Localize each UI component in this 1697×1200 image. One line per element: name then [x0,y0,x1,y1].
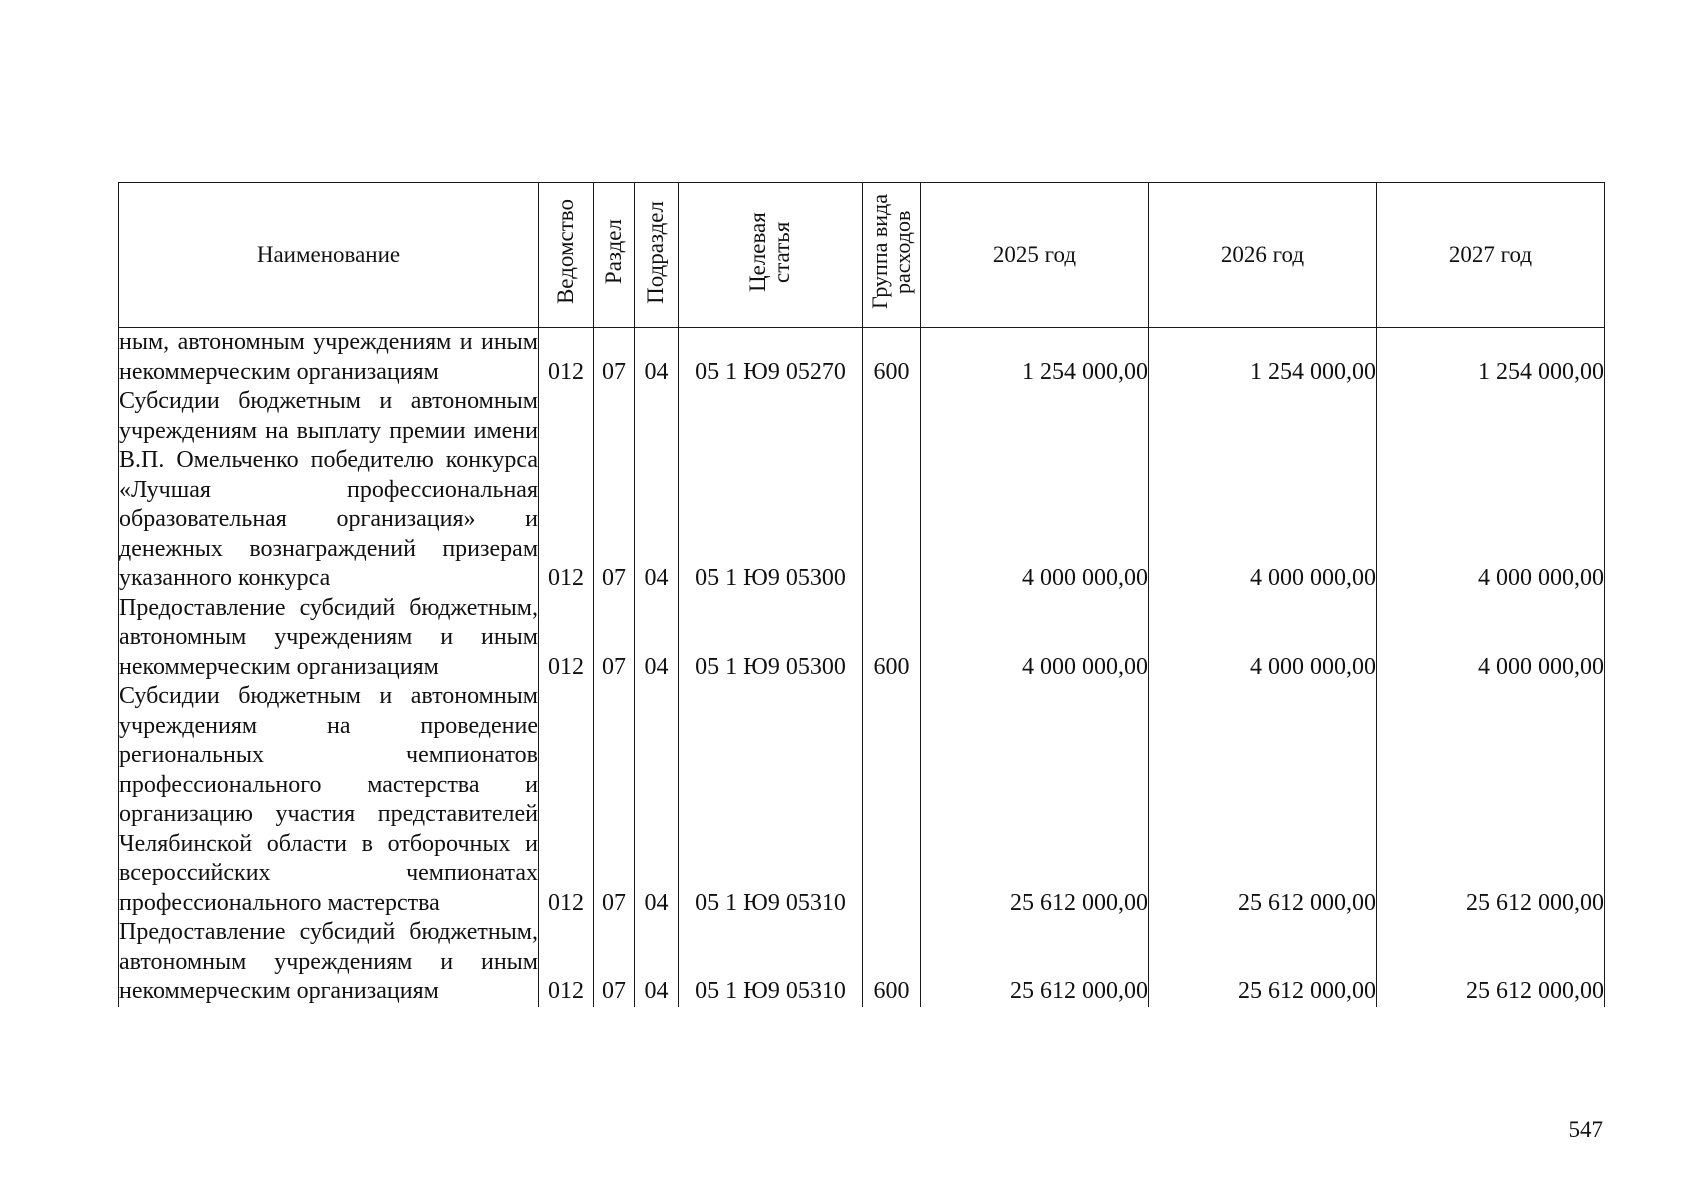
row-expense-group: 600 [863,594,921,683]
table-row [119,594,1605,683]
row-subsection: 04 [635,387,679,594]
row-department: 012 [539,387,594,594]
row-name: Предоставление субсидий бюджетным, автономным учреждениям и иным некоммерческим организациям [119,918,539,1007]
row-amount-2026: 25 612 000,00 [1149,682,1377,918]
header-department [539,183,594,328]
table-row [119,918,1605,1007]
row-amount-2026: 1 254 000,00 [1149,328,1377,388]
header-target-article [679,183,863,328]
row-amount-2027: 25 612 000,00 [1377,682,1605,918]
row-amount-2026: 4 000 000,00 [1149,387,1377,594]
table-row [119,387,1605,594]
table-row [119,328,1605,388]
row-expense-group [863,682,921,918]
row-subsection: 04 [635,328,679,388]
row-amount-2027: 25 612 000,00 [1377,918,1605,1007]
header-subsection-label: Подраздел [643,200,669,304]
row-amount-2025: 25 612 000,00 [921,682,1149,918]
row-section: 07 [594,387,635,594]
row-target-article: 05 1 Ю9 05300 [679,594,863,683]
header-department-label: Ведомство [552,199,578,305]
header-subsection [635,183,679,328]
row-department: 012 [539,918,594,1007]
table-row [119,682,1605,918]
row-target-article: 05 1 Ю9 05310 [679,682,863,918]
header-section [594,183,635,328]
row-name: Предоставление субсидий бюджетным, автономным учреждениям и иным некоммерческим организациям [119,594,539,683]
row-amount-2027: 4 000 000,00 [1377,387,1605,594]
row-amount-2025: 4 000 000,00 [921,594,1149,683]
row-amount-2026: 25 612 000,00 [1149,918,1377,1007]
row-amount-2026: 4 000 000,00 [1149,594,1377,683]
row-expense-group: 600 [863,918,921,1007]
row-section: 07 [594,918,635,1007]
header-year-2027: 2027 год [1377,183,1605,328]
row-department: 012 [539,594,594,683]
row-section: 07 [594,594,635,683]
budget-table [118,182,1605,1007]
row-department: 012 [539,682,594,918]
page-number: 547 [1568,1117,1603,1142]
header-name: Наименование [119,183,539,328]
row-name: Субсидии бюджетным и автономным учреждениям на проведение региональных чемпионатов профессионального мастерства и организацию участия представителей Челябинской области в отборочных и всероссийских чемпионатах профессионального мастерства [119,682,539,918]
header-row [119,183,1605,328]
header-year-2026: 2026 год [1149,183,1377,328]
row-section: 07 [594,682,635,918]
row-name: ным, автономным учреждениям и иным некоммерческим организациям [119,328,539,388]
header-target-article-label: Целевая статья [745,212,795,292]
row-target-article: 05 1 Ю9 05310 [679,918,863,1007]
row-amount-2025: 1 254 000,00 [921,328,1149,388]
row-subsection: 04 [635,594,679,683]
row-amount-2025: 25 612 000,00 [921,918,1149,1007]
header-year-2025: 2025 год [921,183,1149,328]
header-expense-group-label: Группа вида расходов [867,194,916,310]
header-section-label: Раздел [600,219,626,285]
header-expense-group [863,183,921,328]
row-target-article: 05 1 Ю9 05270 [679,328,863,388]
row-amount-2025: 4 000 000,00 [921,387,1149,594]
row-amount-2027: 4 000 000,00 [1377,594,1605,683]
row-department: 012 [539,328,594,388]
row-expense-group: 600 [863,328,921,388]
row-target-article: 05 1 Ю9 05300 [679,387,863,594]
row-section: 07 [594,328,635,388]
row-name: Субсидии бюджетным и автономным учреждениям на выплату премии имени В.П. Омельченко победителю конкурса «Лучшая профессиональная образовательная организация» и денежных вознаграждений призерам указанного конкурса [119,387,539,594]
row-subsection: 04 [635,918,679,1007]
row-amount-2027: 1 254 000,00 [1377,328,1605,388]
row-subsection: 04 [635,682,679,918]
row-expense-group [863,387,921,594]
